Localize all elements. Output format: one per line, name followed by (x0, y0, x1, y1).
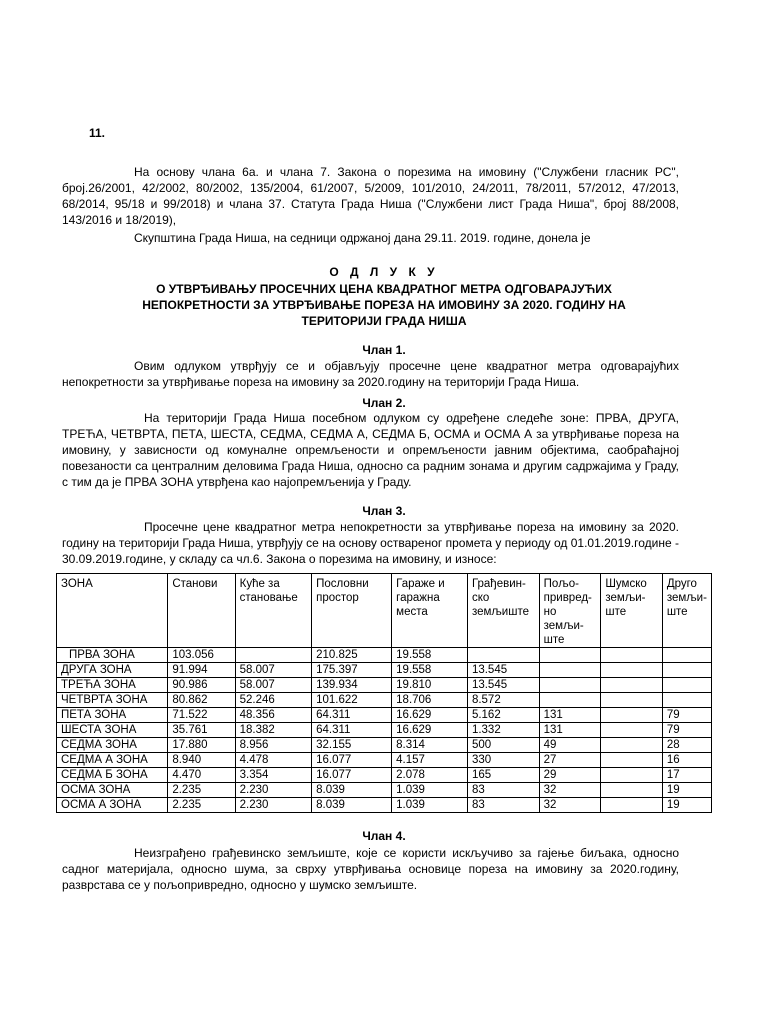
table-cell: 18.382 (235, 723, 312, 738)
table-header-cell: Друго земљи-ште (662, 574, 711, 648)
zone-name-cell: ОСМА ЗОНА (57, 783, 168, 798)
table-cell: 16.629 (392, 723, 468, 738)
table-row (57, 753, 712, 768)
table-cell: 32 (539, 798, 601, 813)
table-cell: 1.039 (392, 783, 468, 798)
table-cell (539, 663, 601, 678)
table-row (57, 693, 712, 708)
table-cell (601, 663, 662, 678)
table-cell: 1.039 (392, 798, 468, 813)
table-cell (662, 693, 711, 708)
table-cell: 19 (662, 798, 711, 813)
zone-name-cell: ПЕТА ЗОНА (57, 708, 168, 723)
table-cell: 28 (662, 738, 711, 753)
table-cell: 500 (467, 738, 539, 753)
table-cell: 80.862 (168, 693, 235, 708)
table-cell: 2.230 (235, 798, 312, 813)
table-cell: 19.558 (392, 648, 468, 663)
table-cell: 16.077 (312, 753, 392, 768)
table-cell: 90.986 (168, 678, 235, 693)
table-cell: 79 (662, 708, 711, 723)
table-cell: 3.354 (235, 768, 312, 783)
table-cell: 58.007 (235, 678, 312, 693)
table-cell: 35.761 (168, 723, 235, 738)
table-header-cell: Грађевин-ско земљиште (467, 574, 539, 648)
table-cell (662, 678, 711, 693)
zone-name-cell: ДРУГА ЗОНА (57, 663, 168, 678)
table-cell (601, 738, 662, 753)
table-cell (539, 693, 601, 708)
table-cell (662, 648, 711, 663)
preamble-paragraph: На основу члана 6а. и члана 7. Закона о порезима на имовину ("Службени гласник РС", број.26/2001, 42/2002, 80/2002, 135/2004, 61/2007, 5/2009, 101/2010, 24/2011, 78/2011, 57/2012, 47/2013, 68/2014, 95/18 и 99/2018) и члана 37. Статута Града Ниша ("Службени лист Града Ниша", број 88/2008, 143/2016 и 18/2019), (62, 165, 679, 227)
zone-name-cell: ТРЕЋА ЗОНА (57, 678, 168, 693)
table-cell: 2.235 (168, 783, 235, 798)
article-2-heading: Члан 2. (362, 396, 406, 410)
table-cell: 139.934 (312, 678, 392, 693)
table-cell: 19 (662, 783, 711, 798)
table-row (57, 708, 712, 723)
table-row (57, 738, 712, 753)
table-cell: 16.077 (312, 768, 392, 783)
table-cell: 165 (467, 768, 539, 783)
table-cell: 32.155 (312, 738, 392, 753)
table-cell: 8.572 (467, 693, 539, 708)
table-cell (601, 768, 662, 783)
table-cell: 330 (467, 753, 539, 768)
table-header-cell: Станови (168, 574, 235, 648)
table-cell: 5.162 (467, 708, 539, 723)
table-cell: 131 (539, 708, 601, 723)
table-row (57, 783, 712, 798)
table-cell: 64.311 (312, 723, 392, 738)
decision-subtitle-line1: О УТВРЂИВАЊУ ПРОСЕЧНИХ ЦЕНА КВАДРАТНОГ МЕТРА ОДГОВАРАЈУЋИХ (156, 282, 612, 296)
table-cell (601, 708, 662, 723)
assembly-paragraph: Скупштина Града Ниша, на седници одржаној дана 29.11. 2019. године, донела је (134, 231, 591, 245)
table-cell: 91.994 (168, 663, 235, 678)
article-4-heading: Члан 4. (362, 829, 406, 843)
table-cell: 2.078 (392, 768, 468, 783)
zone-name-cell: СЕДМА ЗОНА (57, 738, 168, 753)
table-cell: 8.314 (392, 738, 468, 753)
decision-subtitle-line2: НЕПОКРЕТНОСТИ ЗА УТВРЂИВАЊЕ ПОРЕЗА НА ИМОВИНУ ЗА 2020. ГОДИНУ НА (142, 298, 626, 312)
table-header-cell: Куће за становање (235, 574, 312, 648)
table-cell: 8.940 (168, 753, 235, 768)
table-cell: 27 (539, 753, 601, 768)
table-cell: 48.356 (235, 708, 312, 723)
zone-price-table (56, 573, 712, 813)
table-cell (539, 678, 601, 693)
table-row (57, 663, 712, 678)
article-3-heading: Члан 3. (362, 504, 406, 518)
table-cell: 4.478 (235, 753, 312, 768)
table-cell: 13.545 (467, 663, 539, 678)
table-cell: 101.622 (312, 693, 392, 708)
table-cell (601, 723, 662, 738)
decision-subtitle-line3: ТЕРИТОРИЈИ ГРАДА НИША (301, 314, 467, 328)
table-cell (539, 648, 601, 663)
table-cell: 19.558 (392, 663, 468, 678)
table-row (57, 798, 712, 813)
table-cell (467, 648, 539, 663)
table-cell: 1.332 (467, 723, 539, 738)
table-cell: 175.397 (312, 663, 392, 678)
table-cell (601, 678, 662, 693)
table-row (57, 723, 712, 738)
zone-name-cell: СЕДМА А ЗОНА (57, 753, 168, 768)
table-cell (662, 663, 711, 678)
article-1-text: Овим одлуком утврђују се и објављују просечне цене квадратног метра одговарајућих непокретности за утврђивање пореза на имовину за 2020.годину на територији Града Ниша. (62, 359, 679, 389)
table-header-cell: Пољо-привред-но земљи-ште (539, 574, 601, 648)
table-cell (601, 783, 662, 798)
article-3-text: Просечне цене квадратног метра непокретности за утврђивање пореза на имовину за 2020. годину на територији Града Ниша, утврђују се на основу оствареног промета у периоду од 01.01.2019.године - 30.09.2019.године, у складу са чл.6. Закона о порезима на имовину, и износе: (62, 520, 679, 566)
table-cell: 17.880 (168, 738, 235, 753)
article-4-text: Неизграђено грађевинско земљиште, које се користи искључиво за гајење биљака, односно садног материјала, односно шума, за сврху утврђивања основице пореза на имовину за 2020.годину, разврстава се у пољопривредно, односно у шумско земљиште. (62, 846, 679, 892)
table-cell: 16.629 (392, 708, 468, 723)
table-cell: 71.522 (168, 708, 235, 723)
zone-name-cell: СЕДМА Б ЗОНА (57, 768, 168, 783)
table-cell: 83 (467, 798, 539, 813)
table-cell: 49 (539, 738, 601, 753)
article-1-heading: Члан 1. (362, 343, 406, 357)
table-cell: 16 (662, 753, 711, 768)
table-cell: 29 (539, 768, 601, 783)
table-cell: 13.545 (467, 678, 539, 693)
table-cell (235, 648, 312, 663)
zone-name-cell: ЧЕТВРТА ЗОНА (57, 693, 168, 708)
table-cell: 4.157 (392, 753, 468, 768)
table-header-cell: Гараже и гаражна места (392, 574, 468, 648)
table-cell: 210.825 (312, 648, 392, 663)
document-number: 11. (89, 126, 106, 140)
table-row (57, 768, 712, 783)
table-cell: 103.056 (168, 648, 235, 663)
table-cell (601, 693, 662, 708)
table-cell: 4.470 (168, 768, 235, 783)
zone-name-cell: ОСМА А ЗОНА (57, 798, 168, 813)
table-cell: 8.039 (312, 783, 392, 798)
table-row (57, 678, 712, 693)
table-header-row (57, 574, 712, 648)
decision-title: О Д Л У К У (329, 265, 439, 279)
table-cell: 83 (467, 783, 539, 798)
table-cell: 8.039 (312, 798, 392, 813)
zone-name-cell: ПРВА ЗОНА (57, 648, 168, 663)
table-cell: 64.311 (312, 708, 392, 723)
table-cell: 131 (539, 723, 601, 738)
table-cell: 17 (662, 768, 711, 783)
table-cell: 19.810 (392, 678, 468, 693)
table-body (57, 648, 712, 813)
table-header-cell: ЗОНА (57, 574, 168, 648)
table-cell: 32 (539, 783, 601, 798)
table-header-cell: Шумско земљи-ште (601, 574, 662, 648)
table-header-cell: Пословни простор (312, 574, 392, 648)
table-cell (601, 753, 662, 768)
table-cell: 8.956 (235, 738, 312, 753)
table-cell (601, 648, 662, 663)
table-cell: 2.235 (168, 798, 235, 813)
table-cell: 18.706 (392, 693, 468, 708)
table-cell: 2.230 (235, 783, 312, 798)
table-row (57, 648, 712, 663)
table-cell (601, 798, 662, 813)
table-cell: 58.007 (235, 663, 312, 678)
article-2-text: На територији Града Ниша посебном одлуком су одређене следеће зоне: ПРВА, ДРУГА, ТРЕЋА, ЧЕТВРТА, ПЕТА, ШЕСТА, СЕДМА, СЕДМА А, СЕДМА Б, ОСМА и ОСМА А за утврђивање пореза на имовину, у зависности од комуналне опремљености и опремљености јавним објектима, саобраћајној повезаности са централним деловима Града Ниша, односно са радним зонама и другим садржајима у Граду, с тим да је ПРВА ЗОНА утврђена као најопремљенија у Граду. (62, 411, 679, 489)
table-cell: 79 (662, 723, 711, 738)
table-cell: 52.246 (235, 693, 312, 708)
zone-name-cell: ШЕСТА ЗОНА (57, 723, 168, 738)
